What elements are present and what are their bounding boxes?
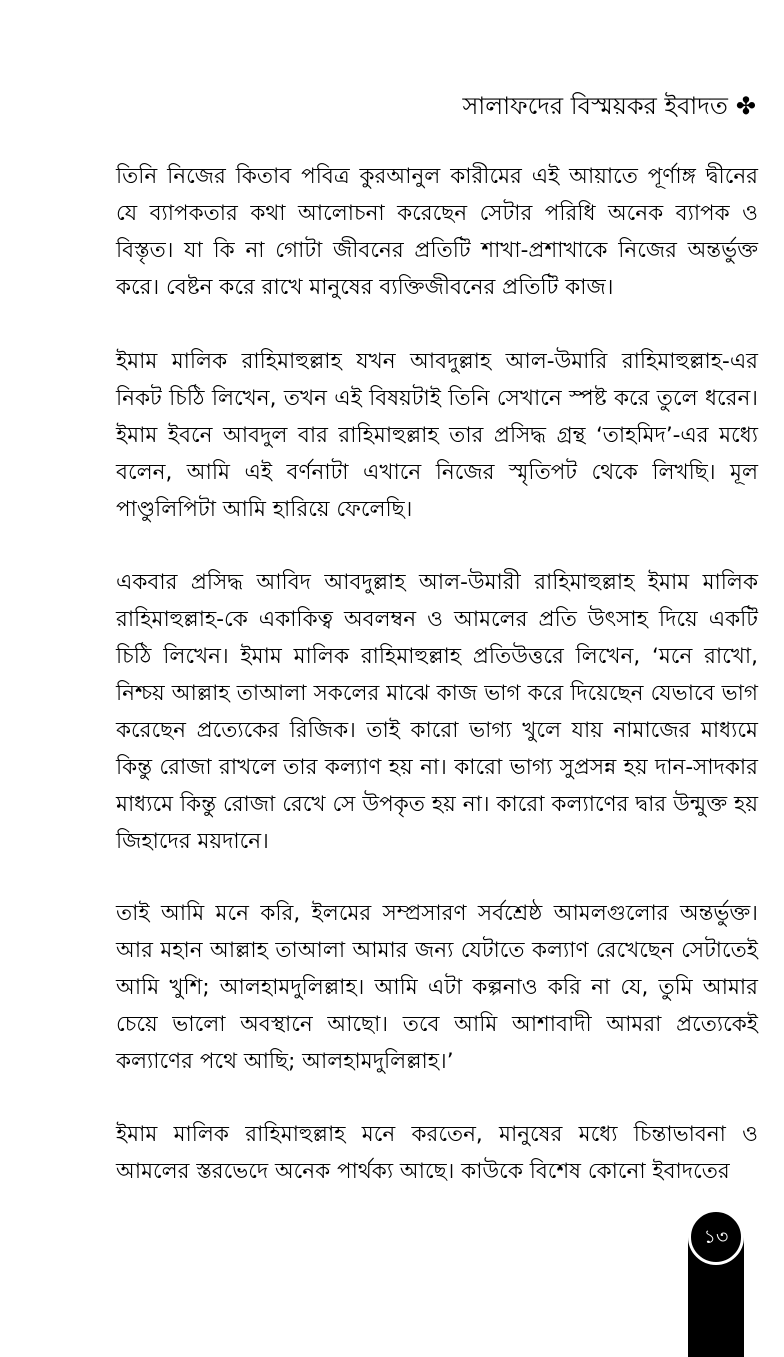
paragraph-3 (116, 564, 758, 860)
paragraph-text: ইমাম মালিক রাহিমাহুল্লাহ যখন আবদুল্লাহ আল-উমারি রাহিমাহুল্লাহ-এর নিকট চিঠি লিখেন, তখন এই বিষয়টাই তিনি সেখানে স্পষ্ট করে তুলে ধরেন। ইমাম ইবনে আবদুল বার রাহিমাহুল্লাহ তার প্রসিদ্ধ গ্রন্থ ‘তাহমিদ’-এর মধ্যে বলেন, আমি এই বর্ণনাটা এখানে নিজের স্মৃতিপট থেকে লিখছি। মূল পাণ্ডুলিপিটা আমি হারিয়ে ফেলেছি। (116, 349, 758, 522)
paragraph-text: তিনি নিজের কিতাব পবিত্র কুরআনুল কারীমের এই আয়াতে পূর্ণাঙ্গ দ্বীনের যে ব্যাপকতার কথা আলোচনা করেছেন সেটার পরিধি অনেক ব্যাপক ও বিস্তৃত। যা কি না গোটা জীবনের প্রতিটি শাখা-প্রশাখাকে নিজের অন্তর্ভুক্ত করে। বেষ্টন করে রাখে মানুষের ব্যক্তিজীবনের প্রতিটি কাজ। (116, 164, 758, 300)
book-title: সালাফদের বিস্ময়কর ইবাদত (462, 92, 728, 120)
paragraph-5 (116, 1116, 758, 1190)
page-number-badge (688, 1209, 744, 1265)
flower-ornament-icon: ✤ (735, 92, 756, 120)
paragraph-text: ইমাম মালিক রাহিমাহুল্লাহ মনে করতেন, মানুষের মধ্যে চিন্তাভাবনা ও আমলের স্তরভেদে অনেক পার্থক্য আছে। কাউকে বিশেষ কোনো ইবাদতের (116, 1122, 758, 1184)
paragraph-1 (116, 158, 758, 306)
page-number: ১৩ (703, 1225, 729, 1248)
running-header (462, 88, 756, 124)
paragraph-text: তাই আমি মনে করি, ইলমের সম্প্রসারণ সর্বশ্রেষ্ঠ আমলগুলোর অন্তর্ভুক্ত। আর মহান আল্লাহ তাআলা আমার জন্য যেটাতে কল্যাণ রেখেছেন সেটাতেই আমি খুশি; আলহামদুলিল্লাহ। আমি এটা কল্পনাও করি না যে, তুমি আমার চেয়ে ভালো অবস্থানে আছো। তবে আমি আশাবাদী আমরা প্রত্যেকেই কল্যাণের পথে আছি; আলহামদুলিল্লাহ।’ (116, 901, 758, 1074)
paragraph-text: একবার প্রসিদ্ধ আবিদ আবদুল্লাহ আল-উমারী রাহিমাহুল্লাহ ইমাম মালিক রাহিমাহুল্লাহ-কে একাকিত্ব অবলম্বন ও আমলের প্রতি উৎসাহ দিয়ে একটি চিঠি লিখেন। ইমাম মালিক রাহিমাহুল্লাহ প্রতিউত্তরে লিখেন, ‘মনে রাখো, নিশ্চয় আল্লাহ তাআলা সকলের মাঝে কাজ ভাগ করে দিয়েছেন যেভাবে ভাগ করেছেন প্রত্যেকের রিজিক। তাই কারো ভাগ্য খুলে যায় নামাজের মাধ্যমে কিন্তু রোজা রাখলে তার কল্যাণ হয় না। কারো ভাগ্য সুপ্রসন্ন হয় দান-সাদকার মাধ্যমে কিন্তু রোজা রেখে সে উপকৃত হয় না। কারো কল্যাণের দ্বার উন্মুক্ত হয় জিহাদের ময়দানে। (116, 570, 758, 854)
paragraph-4 (116, 895, 758, 1080)
paragraph-2 (116, 343, 758, 528)
